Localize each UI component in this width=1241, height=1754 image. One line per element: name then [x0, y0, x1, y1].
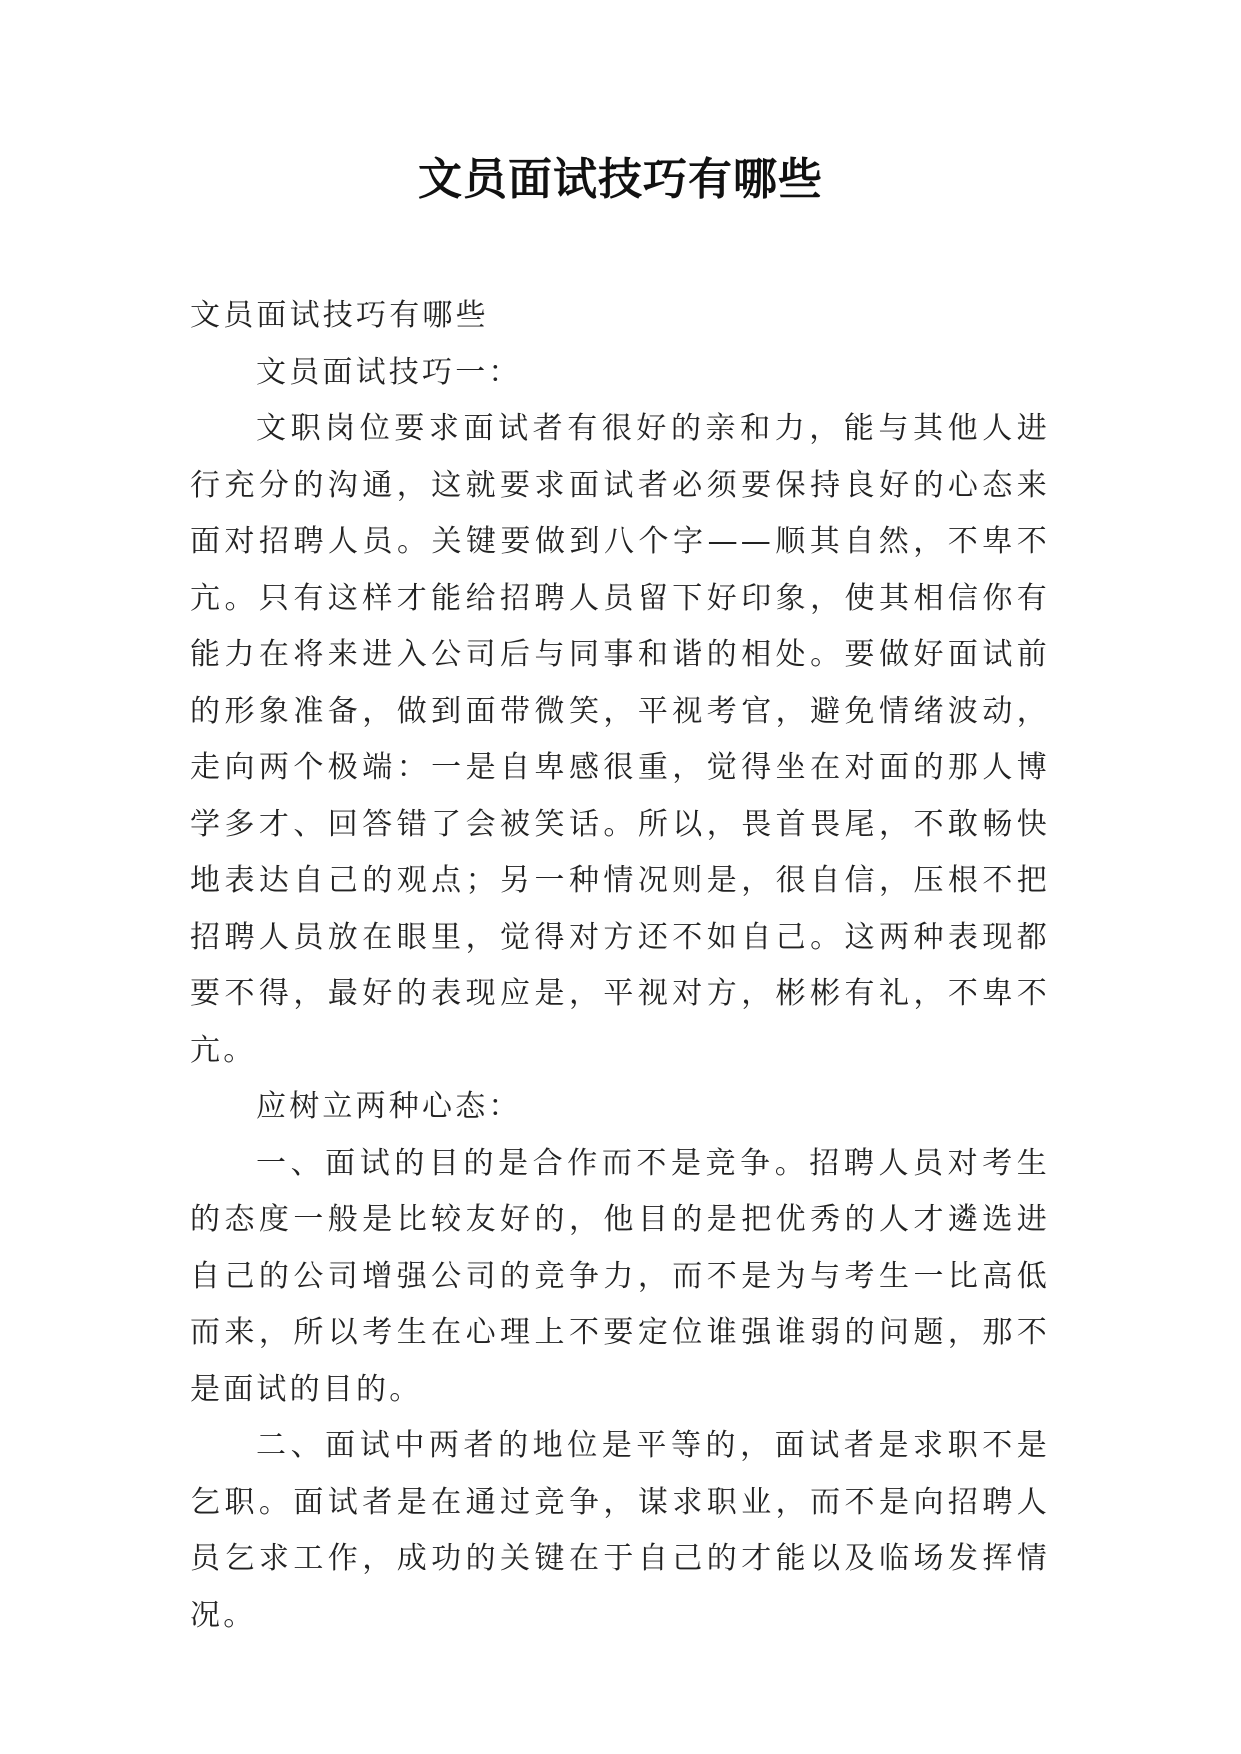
paragraph: 二、面试中两者的地位是平等的，面试者是求职不是乞职。面试者是在通过竞争，谋求职业，而不是向招聘人员乞求工作，成功的关键在于自己的才能以及临场发挥情况。: [190, 1428, 1050, 1633]
document-body: [190, 288, 1050, 1644]
subsection-heading: 应树立两种心态：: [256, 1089, 522, 1124]
paragraph: 文职岗位要求面试者有很好的亲和力，能与其他人进行充分的沟通，这就要求面试者必须要保持良好的心态来面对招聘人员。关键要做到八个字——顺其自然，不卑不亢。只有这样才能给招聘人员留下好印象，使其相信你有能力在将来进入公司后与同事和谐的相处。要做好面试前的形象准备，做到面带微笑，平视考官，避免情绪波动，走向两个极端：一是自卑感很重，觉得坐在对面的那人博学多才、回答错了会被笑话。所以，畏首畏尾，不敢畅快地表达自己的观点；另一种情况则是，很自信，压根不把招聘人员放在眼里，觉得对方还不如自己。这两种表现都要不得，最好的表现应是，平视对方，彬彬有礼，不卑不亢。: [190, 411, 1050, 1068]
document-title: 文员面试技巧有哪些: [418, 154, 823, 205]
body-heading: 文员面试技巧有哪些: [190, 298, 489, 333]
paragraph: 一、面试的目的是合作而不是竞争。招聘人员对考生的态度一般是比较友好的，他目的是把优秀的人才遴选进自己的公司增强公司的竞争力，而不是为与考生一比高低而来，所以考生在心理上不要定位谁强谁弱的问题，那不是面试的目的。: [190, 1145, 1050, 1407]
section-heading: 文员面试技巧一：: [256, 354, 522, 390]
